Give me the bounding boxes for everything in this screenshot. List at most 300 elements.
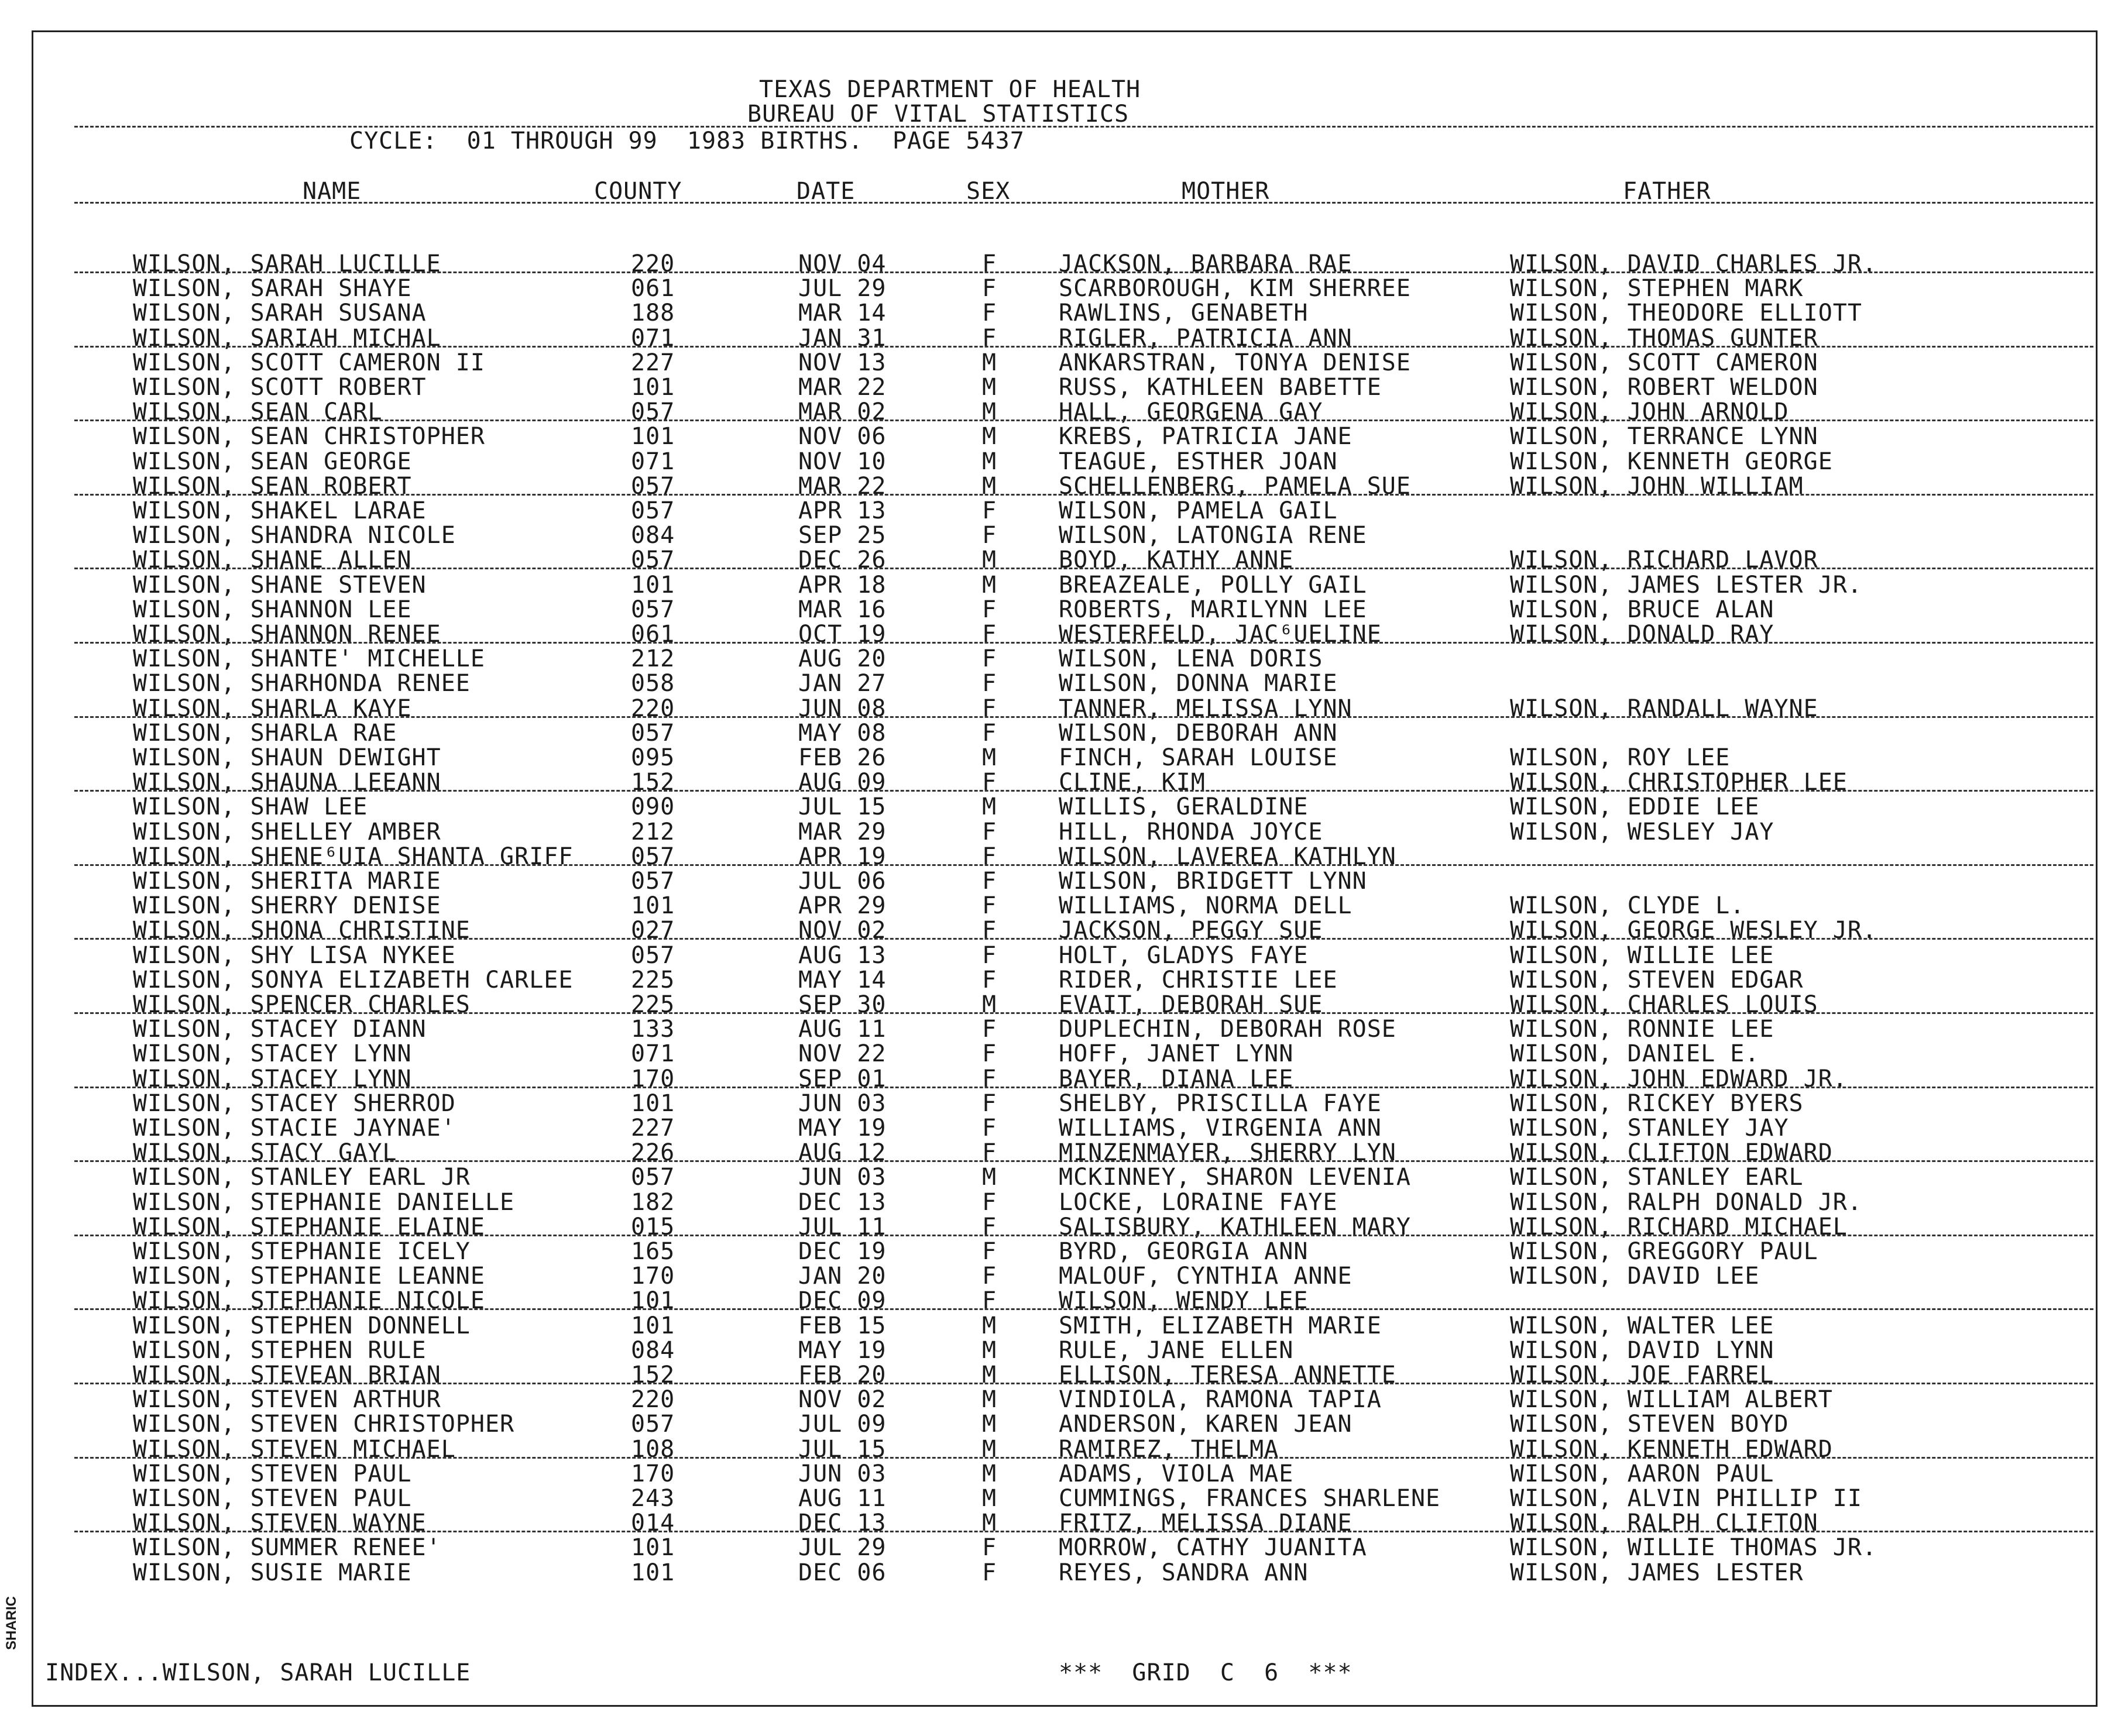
cell-mother: ADAMS, VIOLA MAE	[1059, 1460, 1294, 1487]
cell-sex: M	[982, 571, 997, 599]
cell-date: AUG 12	[798, 1139, 887, 1167]
cell-name: WILSON, STEPHEN RULE	[133, 1336, 427, 1364]
cell-date: MAY 08	[798, 719, 887, 747]
cell-father: WILSON, STEPHEN MARK	[1510, 275, 1804, 302]
cell-name: WILSON, SHAW LEE	[133, 793, 368, 821]
cell-county: 220	[631, 695, 675, 722]
cell-father: WILSON, STANLEY JAY	[1510, 1115, 1789, 1142]
cell-name: WILSON, STEPHANIE ICELY	[133, 1238, 471, 1265]
table-row	[33, 1017, 2096, 1041]
cell-date: MAR 14	[798, 300, 887, 327]
cell-mother: WILLIAMS, VIRGENIA ANN	[1059, 1115, 1382, 1142]
cell-father: WILSON, BRUCE ALAN	[1510, 596, 1774, 623]
cell-mother: BAYER, DIANA LEE	[1059, 1065, 1294, 1092]
cell-mother: ANKARSTRAN, TONYA DENISE	[1059, 349, 1411, 376]
cell-sex: M	[982, 349, 997, 376]
table-row	[33, 1462, 2096, 1486]
cell-sex: F	[982, 1238, 997, 1265]
cell-mother: JACKSON, BARBARA RAE	[1059, 250, 1353, 277]
cell-sex: M	[982, 1510, 997, 1537]
table-row	[33, 449, 2096, 474]
cell-name: WILSON, STEVEN PAUL	[133, 1460, 412, 1487]
cell-mother: HILL, RHONDA JOYCE	[1059, 818, 1323, 845]
cell-date: JUL 11	[798, 1213, 887, 1240]
cell-mother: KREBS, PATRICIA JANE	[1059, 423, 1353, 451]
cell-mother: JACKSON, PEGGY SUE	[1059, 917, 1323, 944]
cell-sex: M	[982, 1435, 997, 1463]
cell-county: 057	[631, 1411, 675, 1438]
cell-county: 057	[631, 719, 675, 747]
cell-father: WILSON, DAVID LYNN	[1510, 1336, 1774, 1364]
cell-date: MAR 02	[798, 398, 887, 426]
table-row	[33, 1314, 2096, 1338]
table-row	[33, 745, 2096, 770]
cell-date: APR 18	[798, 571, 887, 599]
row-group-divider	[74, 1308, 2093, 1310]
cell-county: 133	[631, 1016, 675, 1043]
table-row	[33, 1387, 2096, 1412]
cell-date: DEC 19	[798, 1238, 887, 1265]
cell-name: WILSON, SHARLA KAYE	[133, 695, 412, 722]
cell-name: WILSON, SHANNON LEE	[133, 596, 412, 623]
cell-mother: CLINE, KIM	[1059, 769, 1206, 796]
cell-father: WILSON, WILLIE THOMAS JR.	[1510, 1534, 1877, 1562]
cell-name: WILSON, SHY LISA NYKEE	[133, 941, 456, 969]
cell-county: 090	[631, 793, 675, 821]
cell-name: WILSON, SHANDRA NICOLE	[133, 522, 456, 549]
cell-name: WILSON, SHANE STEVEN	[133, 571, 427, 599]
table-row	[33, 1535, 2096, 1560]
cell-date: NOV 13	[798, 349, 887, 376]
table-row	[33, 375, 2096, 400]
cell-date: JAN 31	[798, 324, 887, 352]
cell-mother: BREAZEALE, POLLY GAIL	[1059, 571, 1367, 599]
cell-sex: M	[982, 1164, 997, 1191]
cell-date: JUN 03	[798, 1164, 887, 1191]
cell-sex: M	[982, 991, 997, 1018]
col-header-date: DATE	[797, 178, 856, 205]
cell-county: 084	[631, 1336, 675, 1364]
footer-grid: *** GRID C 6 ***	[1059, 1659, 1353, 1686]
cell-date: DEC 13	[798, 1510, 887, 1537]
cell-county: 057	[631, 472, 675, 500]
cell-sex: M	[982, 472, 997, 500]
cell-mother: WILSON, PAMELA GAIL	[1059, 497, 1338, 524]
cell-father: WILSON, DONALD RAY	[1510, 621, 1774, 648]
cell-sex: F	[982, 917, 997, 944]
cell-name: WILSON, SHERITA MARIE	[133, 868, 441, 895]
cell-date: NOV 04	[798, 250, 887, 277]
cell-mother: SCHELLENBERG, PAMELA SUE	[1059, 472, 1411, 500]
cell-date: FEB 15	[798, 1312, 887, 1339]
cell-date: OCT 19	[798, 621, 887, 648]
table-row	[33, 795, 2096, 819]
cell-date: JAN 27	[798, 670, 887, 697]
cell-county: 227	[631, 349, 675, 376]
cell-sex: F	[982, 1040, 997, 1068]
cell-mother: SMITH, ELIZABETH MARIE	[1059, 1312, 1382, 1339]
cell-sex: F	[982, 1115, 997, 1142]
cell-county: 182	[631, 1188, 675, 1216]
cell-name: WILSON, SHARLA RAE	[133, 719, 397, 747]
cell-mother: WILSON, LATONGIA RENE	[1059, 522, 1367, 549]
cell-date: AUG 11	[798, 1485, 887, 1512]
cell-date: AUG 09	[798, 769, 887, 796]
cell-sex: F	[982, 1188, 997, 1216]
cell-date: APR 13	[798, 497, 887, 524]
cell-name: WILSON, SHENE⁶UIA SHANTA GRIFF	[133, 843, 574, 870]
cell-father: WILSON, JOHN WILLIAM	[1510, 472, 1804, 500]
cell-name: WILSON, SHERRY DENISE	[133, 892, 441, 920]
col-header-name: NAME	[303, 178, 362, 205]
row-group-divider	[74, 642, 2093, 644]
cell-sex: M	[982, 1312, 997, 1339]
cell-sex: M	[982, 546, 997, 574]
cell-county: 108	[631, 1435, 675, 1463]
cell-sex: F	[982, 1139, 997, 1167]
cell-mother: RULE, JANE ELLEN	[1059, 1336, 1294, 1364]
table-row	[33, 1165, 2096, 1190]
cell-father: WILSON, RICHARD MICHAEL	[1510, 1213, 1848, 1240]
cell-county: 225	[631, 991, 675, 1018]
cell-name: WILSON, STEVEN ARTHUR	[133, 1386, 441, 1414]
cell-father: WILSON, CHARLES LOUIS	[1510, 991, 1818, 1018]
cell-mother: WILSON, DONNA MARIE	[1059, 670, 1338, 697]
cell-mother: CUMMINGS, FRANCES SHARLENE	[1059, 1485, 1441, 1512]
cell-date: AUG 11	[798, 1016, 887, 1043]
row-group-divider	[74, 1087, 2093, 1088]
table-row	[33, 499, 2096, 523]
cell-name: WILSON, STEVEN WAYNE	[133, 1510, 427, 1537]
cell-county: 220	[631, 1386, 675, 1414]
footer-index: INDEX...WILSON, SARAH LUCILLE	[45, 1659, 471, 1686]
cell-sex: F	[982, 1016, 997, 1043]
col-header-father: FATHER	[1623, 178, 1711, 205]
cell-sex: M	[982, 793, 997, 821]
cell-mother: ANDERSON, KAREN JEAN	[1059, 1411, 1353, 1438]
table-row	[33, 671, 2096, 696]
cell-mother: SHELBY, PRISCILLA FAYE	[1059, 1089, 1382, 1117]
cell-father: WILSON, CHRISTOPHER LEE	[1510, 769, 1848, 796]
cell-sex: M	[982, 1386, 997, 1414]
cell-mother: EVAIT, DEBORAH SUE	[1059, 991, 1323, 1018]
cell-sex: F	[982, 596, 997, 623]
cell-mother: SCARBOROUGH, KIM SHERREE	[1059, 275, 1411, 302]
cell-mother: ELLISON, TERESA ANNETTE	[1059, 1362, 1396, 1388]
table-row	[33, 1338, 2096, 1363]
records-list	[33, 32, 2096, 1705]
header-bureau: BUREAU OF VITAL STATISTICS	[747, 101, 1130, 128]
cell-county: 226	[631, 1139, 675, 1167]
row-group-divider	[74, 1531, 2093, 1532]
cell-mother: WILSON, DEBORAH ANN	[1059, 719, 1338, 747]
cell-father: WILSON, DAVID CHARLES JR.	[1510, 250, 1877, 277]
row-group-divider	[74, 1160, 2093, 1162]
cell-sex: F	[982, 670, 997, 697]
col-header-mother: MOTHER	[1182, 178, 1270, 205]
cell-name: WILSON, STEPHANIE NICOLE	[133, 1287, 485, 1315]
row-group-divider	[74, 864, 2093, 866]
cell-sex: F	[982, 719, 997, 747]
cell-date: MAR 29	[798, 818, 887, 845]
cell-mother: RUSS, KATHLEEN BABETTE	[1059, 374, 1382, 401]
cell-sex: M	[982, 1460, 997, 1487]
cell-mother: WILSON, BRIDGETT LYNN	[1059, 868, 1367, 895]
cell-date: MAY 19	[798, 1115, 887, 1142]
cell-name: WILSON, SEAN CARL	[133, 398, 383, 426]
cell-mother: MCKINNEY, SHARON LEVENIA	[1059, 1164, 1411, 1191]
cell-father: WILSON, JAMES LESTER JR.	[1510, 571, 1862, 599]
cell-county: 243	[631, 1485, 675, 1512]
table-row	[33, 1239, 2096, 1264]
cell-mother: RIDER, CHRISTIE LEE	[1059, 966, 1338, 994]
cell-county: 101	[631, 571, 675, 599]
cell-sex: M	[982, 744, 997, 771]
cell-sex: F	[982, 868, 997, 895]
cell-sex: M	[982, 1362, 997, 1388]
cell-name: WILSON, SHELLEY AMBER	[133, 818, 441, 845]
cell-sex: M	[982, 423, 997, 451]
row-group-divider	[74, 938, 2093, 940]
table-row	[33, 943, 2096, 968]
cell-father: WILSON, GEORGE WESLEY JR.	[1510, 917, 1877, 944]
cell-father: WILSON, ROY LEE	[1510, 744, 1731, 771]
cell-county: 212	[631, 818, 675, 845]
cell-county: 101	[631, 1312, 675, 1339]
cell-name: WILSON, SARAH LUCILLE	[133, 250, 441, 277]
cell-county: 101	[631, 1089, 675, 1117]
cell-date: MAR 22	[798, 374, 887, 401]
cell-date: JUN 08	[798, 695, 887, 722]
cell-county: 152	[631, 1362, 675, 1388]
row-group-divider	[74, 271, 2093, 273]
table-row	[33, 301, 2096, 325]
cell-county: 101	[631, 892, 675, 920]
table-row	[33, 276, 2096, 301]
cell-name: WILSON, SHANE ALLEN	[133, 546, 412, 574]
cell-date: MAY 19	[798, 1336, 887, 1364]
cell-name: WILSON, SARAH SUSANA	[133, 300, 427, 327]
table-row	[33, 1091, 2096, 1116]
cell-sex: F	[982, 1534, 997, 1562]
row-group-divider	[74, 346, 2093, 348]
cell-father: WILSON, JOHN ARNOLD	[1510, 398, 1789, 426]
cell-mother: RIGLER, PATRICIA ANN	[1059, 324, 1353, 352]
cell-mother: WILLIS, GERALDINE	[1059, 793, 1309, 821]
side-label: SHARIC	[4, 1596, 19, 1650]
table-row	[33, 350, 2096, 375]
table-row	[33, 1560, 2096, 1585]
cell-county: 057	[631, 941, 675, 969]
cell-father: WILSON, RALPH CLIFTON	[1510, 1510, 1818, 1537]
cell-county: 084	[631, 522, 675, 549]
cell-name: WILSON, SHAUN DEWIGHT	[133, 744, 441, 771]
cell-sex: F	[982, 892, 997, 920]
table-row	[33, 968, 2096, 992]
cell-county: 058	[631, 670, 675, 697]
cell-father: WILSON, JOHN EDWARD JR.	[1510, 1065, 1848, 1092]
cell-sex: F	[982, 966, 997, 994]
cell-father: WILSON, ROBERT WELDON	[1510, 374, 1818, 401]
cell-sex: F	[982, 250, 997, 277]
cell-date: APR 19	[798, 843, 887, 870]
cell-date: SEP 30	[798, 991, 887, 1018]
cell-date: JUL 15	[798, 1435, 887, 1463]
cell-date: SEP 01	[798, 1065, 887, 1092]
cell-name: WILSON, STACEY SHERROD	[133, 1089, 456, 1117]
cell-county: 071	[631, 1040, 675, 1068]
cell-date: JUL 06	[798, 868, 887, 895]
cell-date: NOV 02	[798, 917, 887, 944]
cell-mother: FRITZ, MELISSA DIANE	[1059, 1510, 1353, 1537]
table-row	[33, 1264, 2096, 1288]
cell-date: DEC 26	[798, 546, 887, 574]
cell-mother: WILSON, LAVEREA KATHLYN	[1059, 843, 1396, 870]
cell-sex: M	[982, 1411, 997, 1438]
cell-name: WILSON, SUSIE MARIE	[133, 1559, 412, 1586]
cell-county: 101	[631, 1534, 675, 1562]
cell-name: WILSON, SHAKEL LARAE	[133, 497, 427, 524]
cell-date: FEB 20	[798, 1362, 887, 1388]
row-group-divider	[74, 1457, 2093, 1459]
table-row	[33, 1190, 2096, 1215]
row-group-divider	[74, 420, 2093, 421]
cell-date: AUG 20	[798, 645, 887, 673]
cell-father: WILSON, DAVID LEE	[1510, 1263, 1760, 1290]
cell-county: 057	[631, 1164, 675, 1191]
cell-mother: SALISBURY, KATHLEEN MARY	[1059, 1213, 1411, 1240]
cell-sex: F	[982, 1089, 997, 1117]
cell-sex: M	[982, 448, 997, 475]
cell-county: 095	[631, 744, 675, 771]
cell-date: MAR 16	[798, 596, 887, 623]
cell-sex: F	[982, 695, 997, 722]
header-cycle-line: CYCLE: 01 THROUGH 99 1983 BIRTHS. PAGE 5437	[349, 128, 1025, 154]
cell-date: JUL 09	[798, 1411, 887, 1438]
cell-county: 227	[631, 1115, 675, 1142]
cell-sex: F	[982, 1263, 997, 1290]
cell-county: 170	[631, 1460, 675, 1487]
cell-father: WILSON, THOMAS GUNTER	[1510, 324, 1818, 352]
cell-sex: F	[982, 300, 997, 327]
cell-name: WILSON, STEVEAN BRIAN	[133, 1362, 441, 1388]
cell-sex: F	[982, 941, 997, 969]
cell-county: 170	[631, 1065, 675, 1092]
header-org: TEXAS DEPARTMENT OF HEALTH	[759, 76, 1141, 103]
cell-name: WILSON, STEPHANIE LEANNE	[133, 1263, 485, 1290]
cell-county: 057	[631, 546, 675, 574]
cell-father: WILSON, WESLEY JAY	[1510, 818, 1774, 845]
cell-father: WILSON, RONNIE LEE	[1510, 1016, 1774, 1043]
cell-date: JUN 03	[798, 1460, 887, 1487]
table-row	[33, 647, 2096, 671]
cell-date: JUL 29	[798, 1534, 887, 1562]
cell-sex: F	[982, 645, 997, 673]
cell-county: 101	[631, 423, 675, 451]
cell-name: WILSON, STEVEN PAUL	[133, 1485, 412, 1512]
cell-father: WILSON, RANDALL WAYNE	[1510, 695, 1818, 722]
cell-father: WILSON, WILLIE LEE	[1510, 941, 1774, 969]
cell-sex: M	[982, 398, 997, 426]
cell-date: DEC 06	[798, 1559, 887, 1586]
cell-mother: WESTERFELD, JAC⁶UELINE	[1059, 621, 1382, 648]
cell-mother: LOCKE, LORAINE FAYE	[1059, 1188, 1338, 1216]
cell-mother: ROBERTS, MARILYNN LEE	[1059, 596, 1367, 623]
cell-county: 220	[631, 250, 675, 277]
cell-father: WILSON, CLYDE L.	[1510, 892, 1745, 920]
cell-sex: M	[982, 1336, 997, 1364]
cell-date: JUL 29	[798, 275, 887, 302]
cell-name: WILSON, SHARHONDA RENEE	[133, 670, 471, 697]
cell-father: WILSON, JOE FARREL	[1510, 1362, 1774, 1388]
table-row	[33, 869, 2096, 893]
cell-mother: MALOUF, CYNTHIA ANNE	[1059, 1263, 1353, 1290]
cell-county: 027	[631, 917, 675, 944]
cell-sex: F	[982, 1213, 997, 1240]
row-group-divider	[74, 494, 2093, 496]
cell-father: WILSON, CLIFTON EDWARD	[1510, 1139, 1833, 1167]
table-row	[33, 820, 2096, 844]
table-row	[33, 1041, 2096, 1066]
cell-father: WILSON, RICHARD LAVOR	[1510, 546, 1818, 574]
cell-mother: WILLIAMS, NORMA DELL	[1059, 892, 1353, 920]
cell-mother: MORROW, CATHY JUANITA	[1059, 1534, 1367, 1562]
cell-father: WILSON, WILLIAM ALBERT	[1510, 1386, 1833, 1414]
cell-county: 057	[631, 843, 675, 870]
cell-name: WILSON, STACEY LYNN	[133, 1040, 412, 1068]
cell-name: WILSON, STEPHANIE ELAINE	[133, 1213, 485, 1240]
cell-name: WILSON, SEAN ROBERT	[133, 472, 412, 500]
table-row	[33, 424, 2096, 449]
cell-father: WILSON, TERRANCE LYNN	[1510, 423, 1818, 451]
cell-father: WILSON, JAMES LESTER	[1510, 1559, 1804, 1586]
cell-date: DEC 13	[798, 1188, 887, 1216]
cell-father: WILSON, STANLEY EARL	[1510, 1164, 1804, 1191]
cell-county: 057	[631, 398, 675, 426]
cell-father: WILSON, STEVEN BOYD	[1510, 1411, 1789, 1438]
cell-father: WILSON, RALPH DONALD JR.	[1510, 1188, 1862, 1216]
cell-sex: M	[982, 1485, 997, 1512]
row-group-divider	[74, 1235, 2093, 1236]
cell-mother: WILSON, LENA DORIS	[1059, 645, 1323, 673]
cell-mother: RAWLINS, GENABETH	[1059, 300, 1309, 327]
cell-date: APR 29	[798, 892, 887, 920]
col-header-county: COUNTY	[594, 178, 682, 205]
cell-county: 101	[631, 374, 675, 401]
cell-name: WILSON, STACEY LYNN	[133, 1065, 412, 1092]
cell-county: 188	[631, 300, 675, 327]
cell-name: WILSON, STEVEN MICHAEL	[133, 1435, 456, 1463]
cell-date: JUL 15	[798, 793, 887, 821]
row-group-divider	[74, 1012, 2093, 1014]
table-row	[33, 573, 2096, 597]
cell-date: NOV 06	[798, 423, 887, 451]
cell-name: WILSON, STACEY DIANN	[133, 1016, 427, 1043]
cell-mother: DUPLECHIN, DEBORAH ROSE	[1059, 1016, 1396, 1043]
row-group-divider	[74, 568, 2093, 569]
cell-name: WILSON, SONYA ELIZABETH CARLEE	[133, 966, 574, 994]
cell-father: WILSON, DANIEL E.	[1510, 1040, 1760, 1068]
row-group-divider	[74, 790, 2093, 792]
cell-date: JUN 03	[798, 1089, 887, 1117]
cell-name: WILSON, STEVEN CHRISTOPHER	[133, 1411, 515, 1438]
cell-county: 015	[631, 1213, 675, 1240]
table-row	[33, 1486, 2096, 1511]
cell-date: JAN 20	[798, 1263, 887, 1290]
col-header-sex: SEX	[966, 178, 1011, 205]
cell-name: WILSON, STACIE JAYNAE'	[133, 1115, 456, 1142]
cell-sex: F	[982, 621, 997, 648]
